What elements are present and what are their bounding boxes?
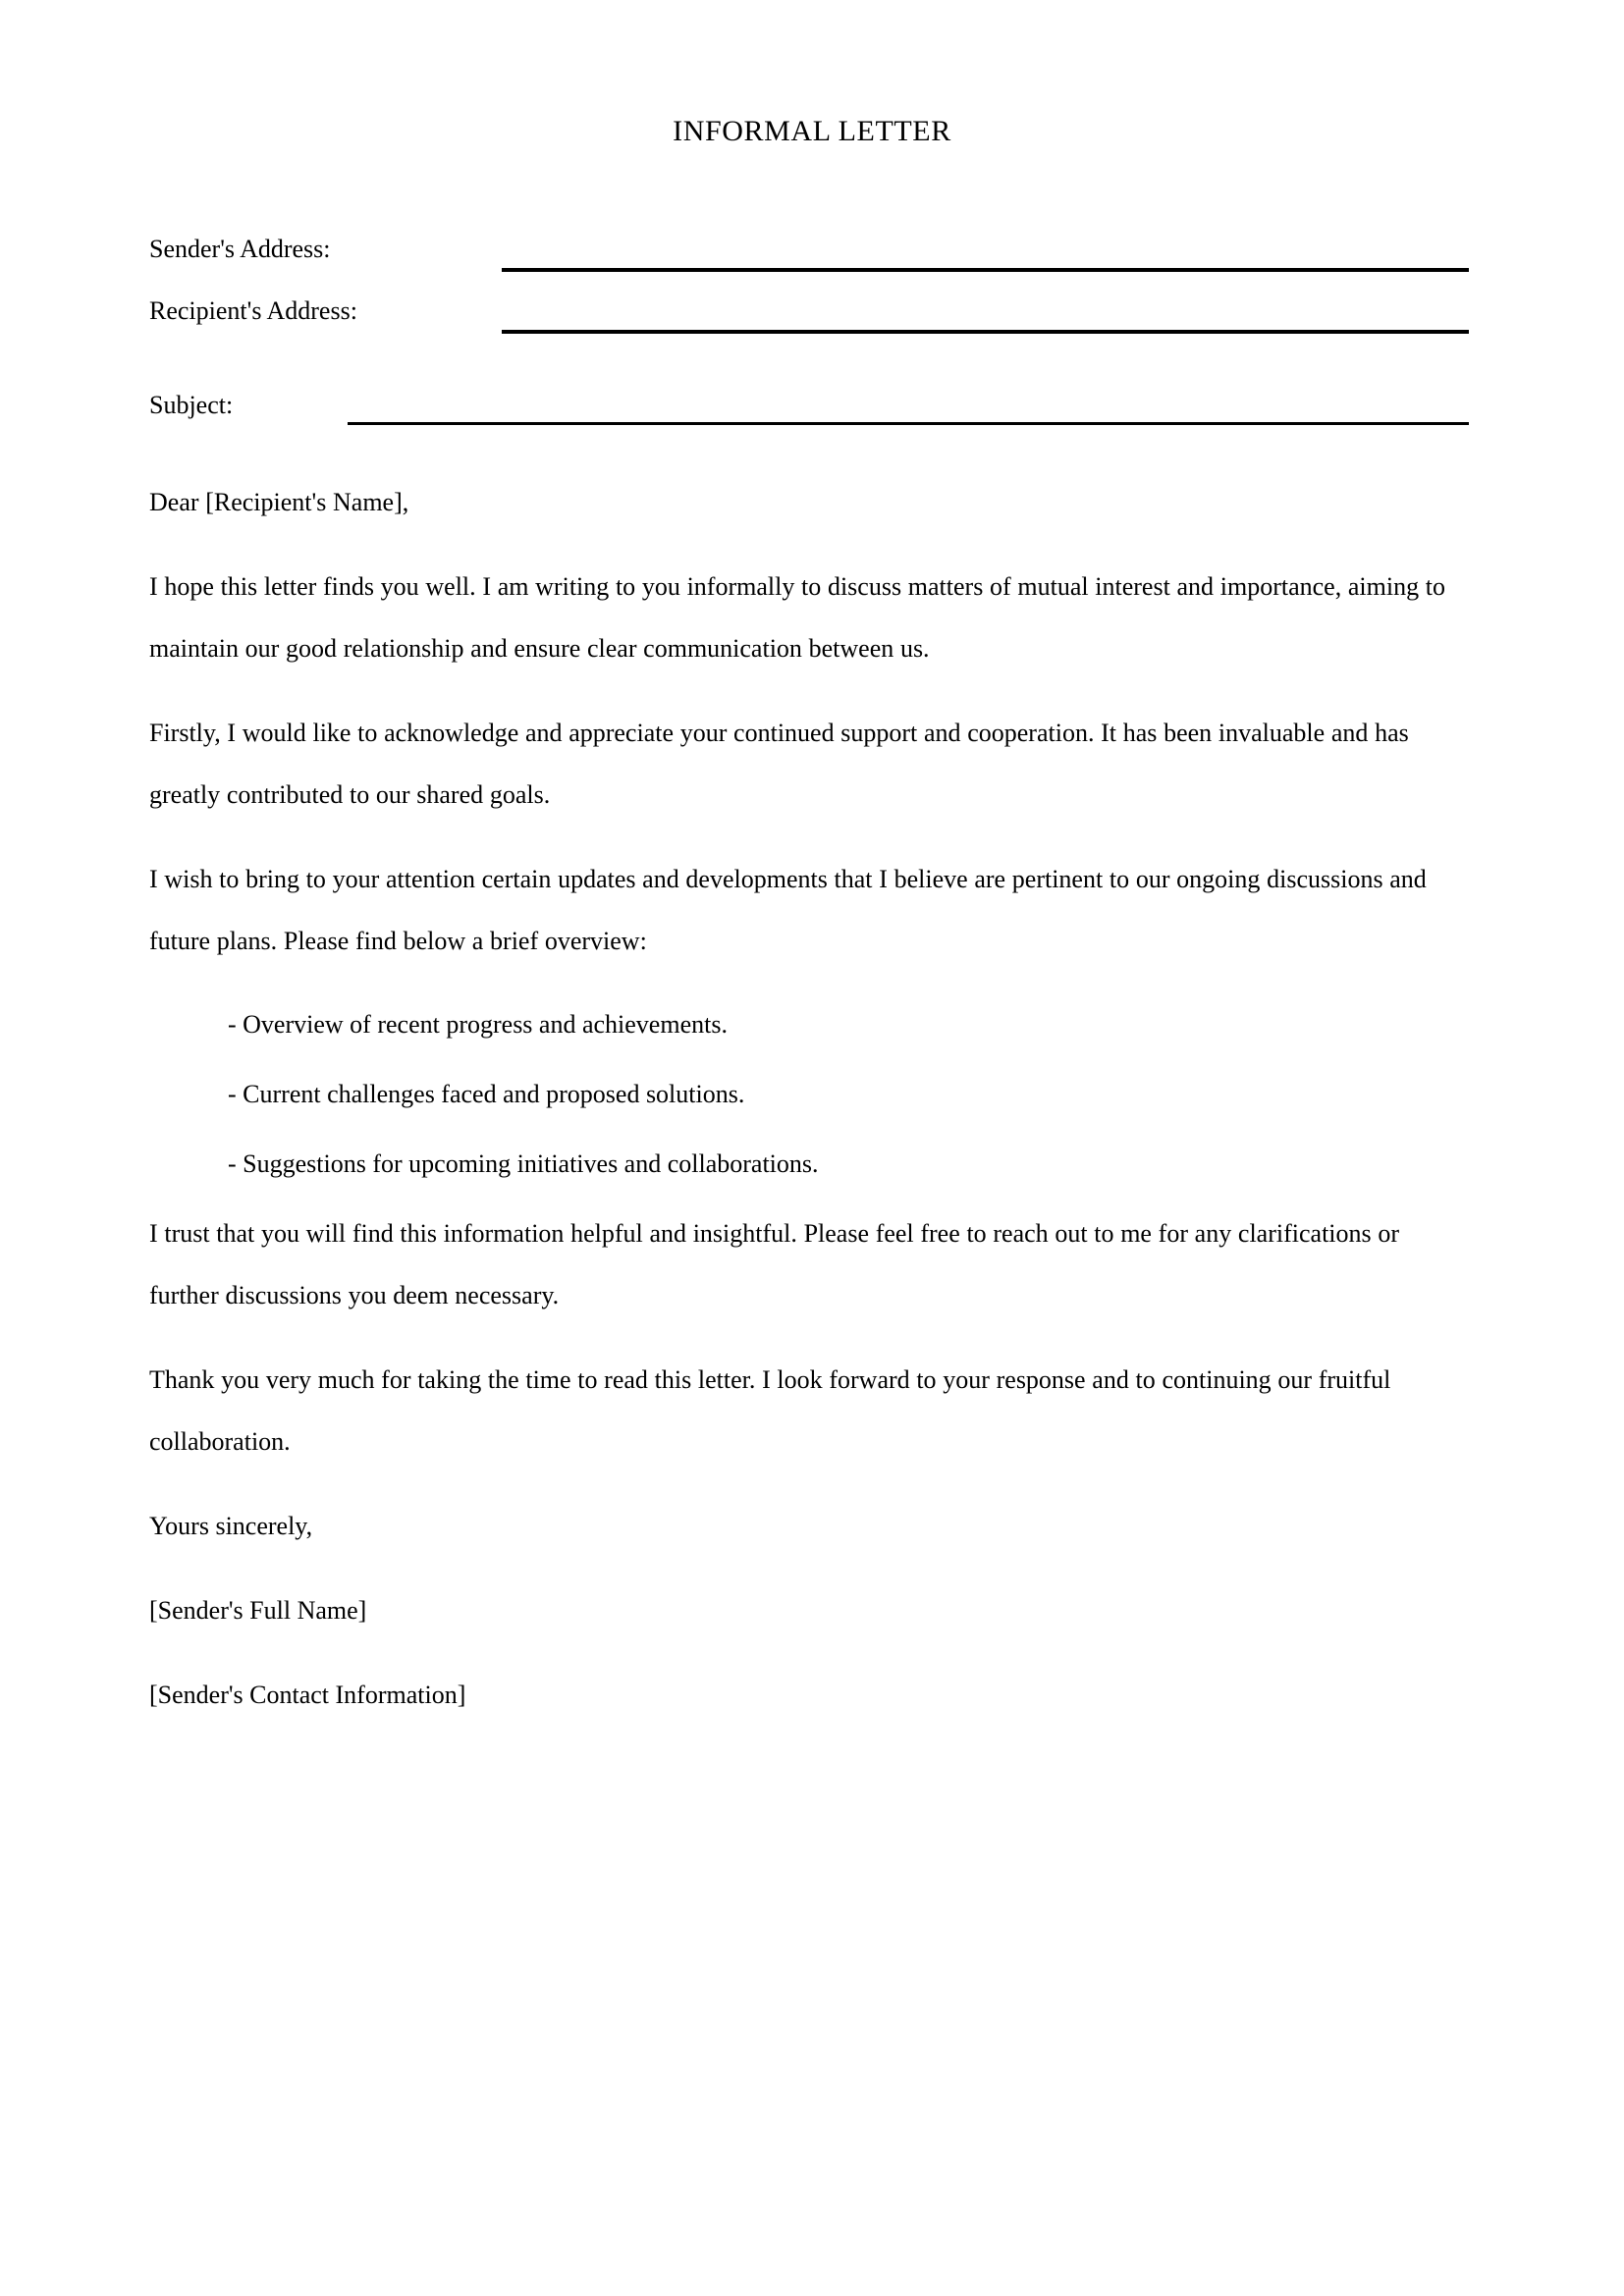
body-paragraph-3: I wish to bring to your attention certain updates and developments that I believe are pertinent to our ongoing discussions and future plans. Please find below a brief overview: xyxy=(149,865,1427,955)
page-title: INFORMAL LETTER xyxy=(673,115,951,147)
overview-list xyxy=(149,993,1470,1195)
closing-paragraph-1: I trust that you will find this information helpful and insightful. Please feel free to reach out to me for any clarifications or further discussions you deem necessary. xyxy=(149,1219,1399,1309)
letter-body xyxy=(149,471,1470,1748)
body-paragraph-2: Firstly, I would like to acknowledge and appreciate your continued support and cooperation. It has been invaluable and has greatly contributed to our shared goals. xyxy=(149,719,1409,809)
subject-input-rule[interactable] xyxy=(348,422,1469,425)
subject-label: Subject: xyxy=(149,391,234,419)
list-item: - Overview of recent progress and achievements. xyxy=(228,1010,728,1039)
recipient-address-input-rule[interactable] xyxy=(502,330,1469,334)
sender-contact-placeholder: [Sender's Contact Information] xyxy=(149,1681,466,1709)
salutation: Dear [Recipient's Name], xyxy=(149,488,409,516)
sender-name-placeholder: [Sender's Full Name] xyxy=(149,1596,367,1625)
closing-paragraph-2: Thank you very much for taking the time to read this letter. I look forward to your response and to continuing our fruitful collaboration. xyxy=(149,1365,1391,1456)
body-paragraph-1: I hope this letter finds you well. I am writing to you informally to discuss matters of mutual interest and importance, aiming to maintain our good relationship and ensure clear communication between us. xyxy=(149,572,1446,663)
valediction: Yours sincerely, xyxy=(149,1512,313,1540)
list-item: - Current challenges faced and proposed solutions. xyxy=(228,1080,745,1108)
sender-address-input-rule[interactable] xyxy=(502,268,1469,272)
list-item: - Suggestions for upcoming initiatives and collaborations. xyxy=(228,1149,819,1178)
sender-address-label: Sender's Address: xyxy=(149,235,331,263)
recipient-address-label: Recipient's Address: xyxy=(149,296,357,325)
